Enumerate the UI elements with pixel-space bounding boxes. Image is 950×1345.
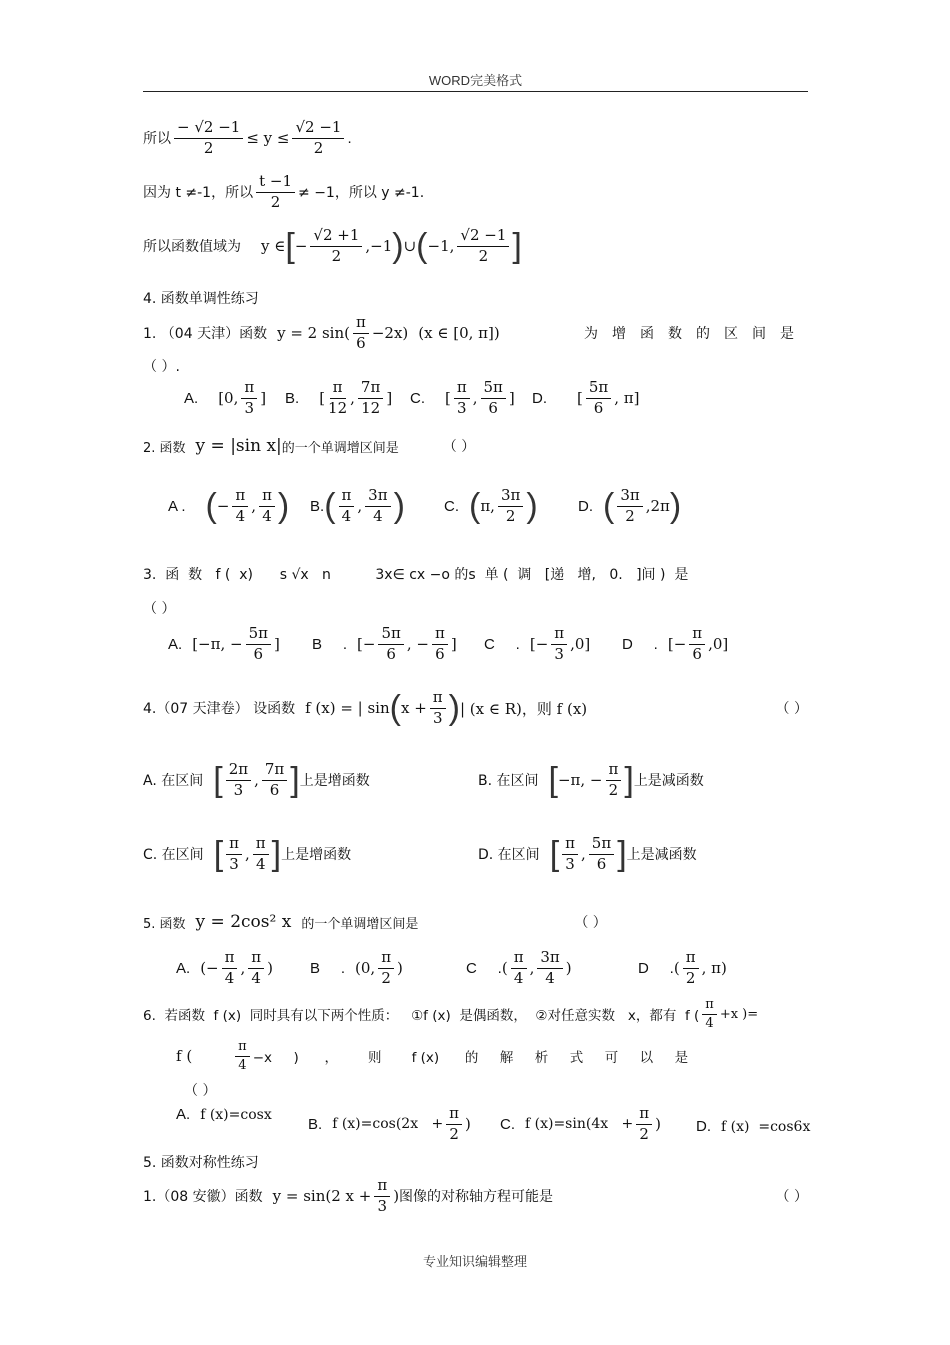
right-paren: ) bbox=[392, 227, 404, 266]
q2-option-b[interactable]: B. ( $\frac{\pi}{4}$ , $\frac{3\pi}{4}$ ) bbox=[310, 486, 405, 526]
question-3-paren: （ ） bbox=[143, 601, 176, 617]
q5-option-d[interactable]: D . ( $\frac{\pi}{2}$ , π) bbox=[638, 948, 727, 987]
header-rule bbox=[143, 91, 808, 92]
q4-option-d[interactable]: D. 在区间 [ $\frac{\pi}{3}$ , $\frac{5\pi}{6}$ ] 上是减函数 bbox=[478, 834, 697, 874]
q3-option-b[interactable]: B . [− $\frac{5\pi}{6}$ , − $\frac{\pi}{6}$ ] bbox=[312, 624, 457, 663]
q1-option-c[interactable]: C. [ $\frac{\pi}{3}$ , $\frac{5\pi}{6}$ ] bbox=[410, 378, 515, 417]
left-bracket: [ bbox=[285, 227, 295, 266]
q3-option-a[interactable]: A. [−π, − $\frac{5\pi}{6}$ ] bbox=[168, 624, 280, 663]
fraction: $\frac{√2 -1}{2}$ bbox=[292, 120, 344, 157]
question-4: 4.（07 天津卷） 设函数 f (x) = | sin ( x + $\frac{\pi}{3}$ ) | (x ∈ R)，则 f (x) （ ） bbox=[143, 688, 808, 728]
q5-option-c[interactable]: C . ( $\frac{\pi}{4}$ , $\frac{3\pi}{4}$ ) bbox=[466, 948, 572, 987]
symmetry-question-1: 1.（08 安徽）函数 y = sin(2 x + $\frac{\pi}{3}$ ) 图像的对称轴方程可能是 （ ） bbox=[143, 1176, 808, 1215]
q6-option-d[interactable]: D. f (x) =cos6x bbox=[696, 1118, 811, 1135]
q3-option-c[interactable]: C . [− $\frac{\pi}{3}$ ,0] bbox=[484, 624, 591, 663]
fraction: $\frac{- √2 -1}{2}$ bbox=[174, 120, 243, 157]
q5-option-a[interactable]: A. (− $\frac{\pi}{4}$ , $\frac{\pi}{4}$ ) bbox=[176, 948, 273, 987]
question-2: 2. 函数 y = |sin x| 的一个单调增区间是 （ ） bbox=[143, 436, 476, 456]
page-footer: 专业知识编辑整理 bbox=[422, 1254, 527, 1269]
question-6-line-1: 6. 若函数 f (x) 同时具有以下两个性质： ①f (x) 是偶函数， ②对任意实数 x，都有 f ( $\frac{\pi}{4}$ +x )= bbox=[143, 997, 759, 1031]
question-5: 5. 函数 y = 2cos² x 的一个单调增区间是 （ ） bbox=[143, 912, 607, 932]
q5-option-b[interactable]: B . (0, $\frac{\pi}{2}$ ) bbox=[310, 948, 403, 987]
q1-option-b[interactable]: B. [ $\frac{\pi}{12}$ , $\frac{7\pi}{12}$ ] bbox=[285, 378, 393, 417]
intro-line-3: 所以函数值域为 y ∈ [ − $\frac{√2 +1}{2}$ ,−1 ) ∪ ( −1, $\frac{√2 -1}{2}$ ] bbox=[143, 226, 522, 266]
intro-line-2: 因为 t ≠-1，所以 $\frac{t -1}{2}$ ≠ −1，所以 y ≠-1. bbox=[143, 172, 425, 211]
fraction: $\frac{√2 -1}{2}$ bbox=[457, 228, 509, 265]
question-3: 3. 函 数 f ( x) s √x n 3x∈ cx −o 的s 单 ( 调 [递 增, 0. ]间 ) 是 bbox=[143, 567, 689, 583]
question-1: 1. （04 天津）函数 y = 2 sin( $\frac{\pi}{6}$ −2x) (x ∈ [0, π]) 为增函数的区间是 bbox=[143, 313, 808, 352]
q4-option-c[interactable]: C. 在区间 [ $\frac{\pi}{3}$ , $\frac{\pi}{4}$ ] 上是增函数 bbox=[143, 834, 352, 874]
page-header: WORD完美格式 bbox=[428, 73, 523, 88]
fraction: $\frac{t -1}{2}$ bbox=[256, 174, 295, 211]
fraction: $\frac{√2 +1}{2}$ bbox=[310, 228, 362, 265]
q6-option-c[interactable]: C. f (x)=sin(4x + $\frac{\pi}{2}$ ) bbox=[500, 1104, 661, 1143]
q3-option-d[interactable]: D . [− $\frac{\pi}{6}$ ,0] bbox=[622, 624, 729, 663]
intro-line-1: 所以 $\frac{- √2 -1}{2}$ ≤ y ≤ $\frac{√2 -1}{2}$ . bbox=[143, 118, 352, 157]
section-heading-4: 4. 函数单调性练习 bbox=[143, 291, 259, 307]
q6-option-a[interactable]: A. f (x)=cosx bbox=[176, 1106, 272, 1123]
left-paren: ( bbox=[416, 227, 428, 266]
q6-option-b[interactable]: B. f (x)=cos(2x + $\frac{\pi}{2}$ ) bbox=[308, 1104, 471, 1143]
q1-option-d[interactable]: D. [ $\frac{5\pi}{6}$ , π] bbox=[532, 378, 640, 417]
q2-option-a[interactable]: A . ( − $\frac{\pi}{4}$ , $\frac{\pi}{4}$ ) bbox=[168, 486, 290, 526]
section-heading-5: 5. 函数对称性练习 bbox=[143, 1155, 259, 1171]
question-6-paren: （ ） bbox=[184, 1083, 217, 1099]
q1-option-a[interactable]: A. [0, $\frac{\pi}{3}$ ] bbox=[184, 378, 267, 417]
right-bracket: ] bbox=[512, 227, 522, 266]
q4-option-b[interactable]: B. 在区间 [ −π, − $\frac{\pi}{2}$ ] 上是减函数 bbox=[478, 760, 704, 800]
q4-option-a[interactable]: A. 在区间 [ $\frac{2\pi}{3}$ , $\frac{7\pi}{6}$ ] 上是增函数 bbox=[143, 760, 370, 800]
q2-option-d[interactable]: D. ( $\frac{3\pi}{2}$ ,2π ) bbox=[578, 486, 682, 526]
question-6-line-2: f ( $\frac{\pi}{4}$ −x ) ， 则 f (x) 的 解 析 式 可 以 是 bbox=[176, 1039, 689, 1073]
question-1-paren: （ ）. bbox=[143, 359, 180, 375]
q2-option-c[interactable]: C. ( π, $\frac{3\pi}{2}$ ) bbox=[444, 486, 538, 526]
